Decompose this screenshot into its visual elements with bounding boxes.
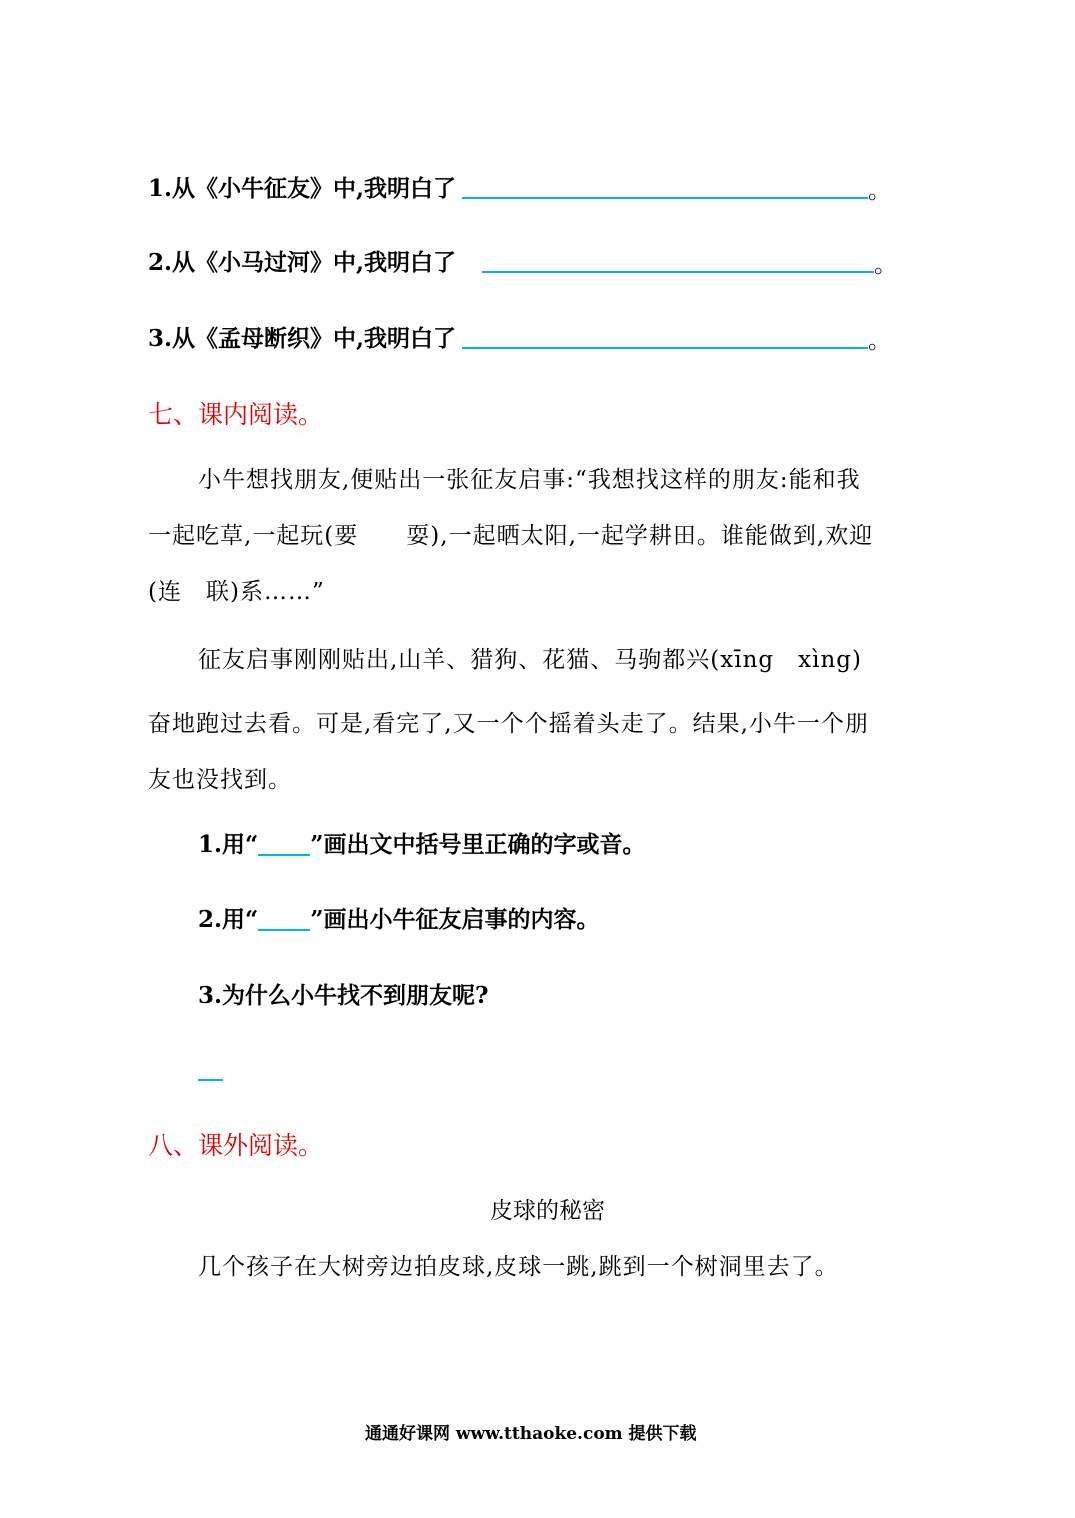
question-2 (198, 901, 599, 934)
story-title: 皮球的秘密 (490, 1198, 605, 1224)
item-3-end: 。 (868, 328, 891, 354)
section-8-heading: 八、课外阅读。 (148, 1131, 324, 1160)
passage-line-3: (连 联)系……” (148, 579, 325, 605)
question-1-prefix: 1.用“ (198, 831, 259, 858)
underline-sample-1 (258, 854, 310, 856)
question-1-suffix: ”画出文中括号里正确的字或音。 (310, 831, 646, 858)
question-1 (198, 826, 645, 859)
answer-blank-q3[interactable] (198, 1079, 223, 1081)
section-7-heading: 七、课内阅读。 (148, 400, 324, 429)
answer-blank-1[interactable] (462, 197, 868, 199)
passage-line-1: 小牛想找朋友,便贴出一张征友启事:“我想找这样的朋友:能和我 (198, 467, 861, 493)
story-line-1: 几个孩子在大树旁边拍皮球,皮球一跳,跳到一个树洞里去了。 (198, 1254, 839, 1280)
item-2-end: 。 (874, 252, 897, 278)
question-3: 3.为什么小牛找不到朋友呢? (198, 982, 489, 1009)
answer-blank-3[interactable] (462, 347, 868, 349)
passage-line-5: 奋地跑过去看。可是,看完了,又一个个摇着头走了。结果,小牛一个朋 (148, 711, 869, 737)
footer-text: 通通好课网 www.tthaoke.com 提供下载 (365, 1424, 697, 1444)
answer-blank-2[interactable] (482, 271, 874, 273)
underline-sample-2 (258, 929, 310, 931)
question-2-suffix: ”画出小牛征友启事的内容。 (310, 906, 600, 933)
passage-line-2: 一起吃草,一起玩(要 耍),一起晒太阳,一起学耕田。谁能做到,欢迎 (148, 523, 874, 549)
item-3-text: 3.从《孟母断织》中,我明白了 (148, 325, 457, 352)
item-1-text: 1.从《小牛征友》中,我明白了 (148, 175, 457, 202)
item-2-text: 2.从《小马过河》中,我明白了 (148, 249, 457, 276)
passage-line-6: 友也没找到。 (148, 767, 292, 793)
passage-line-4: 征友启事刚刚贴出,山羊、猎狗、花猫、马驹都兴(xīng xìng) (198, 647, 862, 673)
question-2-prefix: 2.用“ (198, 906, 259, 933)
item-1-end: 。 (868, 178, 891, 204)
